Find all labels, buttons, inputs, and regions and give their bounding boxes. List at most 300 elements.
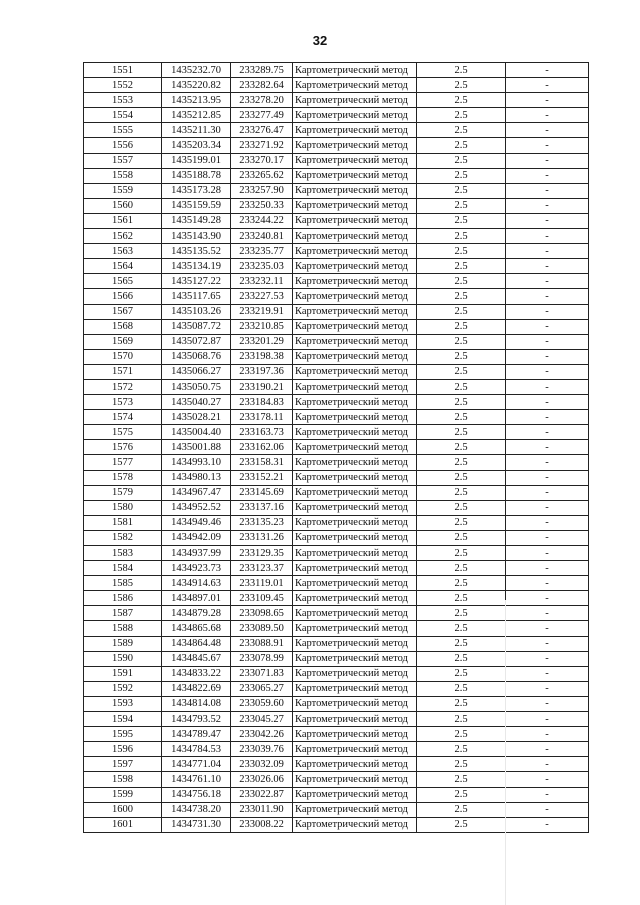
- point-number-cell: 1579: [84, 485, 162, 500]
- y-coordinate-cell: 233152.21: [231, 470, 293, 485]
- point-number-cell: 1558: [84, 168, 162, 183]
- y-coordinate-cell: 233135.23: [231, 515, 293, 530]
- accuracy-cell: 2.5: [417, 168, 506, 183]
- x-coordinate-cell: 1435117.65: [162, 289, 231, 304]
- x-coordinate-cell: 1434937.99: [162, 546, 231, 561]
- note-cell: -: [506, 681, 589, 696]
- method-cell: Картометрический метод: [293, 153, 417, 168]
- method-cell: Картометрический метод: [293, 63, 417, 78]
- table-row: [84, 636, 589, 651]
- y-coordinate-cell: 233011.90: [231, 802, 293, 817]
- accuracy-cell: 2.5: [417, 425, 506, 440]
- accuracy-cell: 2.5: [417, 78, 506, 93]
- point-number-cell: 1559: [84, 183, 162, 198]
- table-row: [84, 153, 589, 168]
- point-number-cell: 1578: [84, 470, 162, 485]
- table-row: [84, 244, 589, 259]
- note-cell: -: [506, 802, 589, 817]
- accuracy-cell: 2.5: [417, 470, 506, 485]
- note-cell: -: [506, 364, 589, 379]
- point-number-cell: 1600: [84, 802, 162, 817]
- y-coordinate-cell: 233032.09: [231, 757, 293, 772]
- y-coordinate-cell: 233190.21: [231, 379, 293, 394]
- table-row: [84, 274, 589, 289]
- y-coordinate-cell: 233197.36: [231, 364, 293, 379]
- x-coordinate-cell: 1434864.48: [162, 636, 231, 651]
- accuracy-cell: 2.5: [417, 304, 506, 319]
- point-number-cell: 1554: [84, 108, 162, 123]
- method-cell: Картометрический метод: [293, 561, 417, 576]
- note-cell: -: [506, 712, 589, 727]
- accuracy-cell: 2.5: [417, 395, 506, 410]
- note-cell: -: [506, 410, 589, 425]
- y-coordinate-cell: 233277.49: [231, 108, 293, 123]
- x-coordinate-cell: 1434845.67: [162, 651, 231, 666]
- point-number-cell: 1584: [84, 561, 162, 576]
- note-cell: -: [506, 395, 589, 410]
- table-row: [84, 78, 589, 93]
- y-coordinate-cell: 233278.20: [231, 93, 293, 108]
- x-coordinate-cell: 1435040.27: [162, 395, 231, 410]
- method-cell: Картометрический метод: [293, 138, 417, 153]
- method-cell: Картометрический метод: [293, 666, 417, 681]
- accuracy-cell: 2.5: [417, 727, 506, 742]
- note-cell: -: [506, 213, 589, 228]
- method-cell: Картометрический метод: [293, 259, 417, 274]
- point-number-cell: 1567: [84, 304, 162, 319]
- accuracy-cell: 2.5: [417, 561, 506, 576]
- method-cell: Картометрический метод: [293, 651, 417, 666]
- method-cell: Картометрический метод: [293, 168, 417, 183]
- table-row: [84, 681, 589, 696]
- note-cell: -: [506, 621, 589, 636]
- note-cell: -: [506, 259, 589, 274]
- y-coordinate-cell: 233008.22: [231, 817, 293, 832]
- y-coordinate-cell: 233162.06: [231, 440, 293, 455]
- note-cell: -: [506, 530, 589, 545]
- method-cell: Картометрический метод: [293, 319, 417, 334]
- method-cell: Картометрический метод: [293, 712, 417, 727]
- note-cell: -: [506, 168, 589, 183]
- note-cell: -: [506, 198, 589, 213]
- note-cell: -: [506, 787, 589, 802]
- method-cell: Картометрический метод: [293, 108, 417, 123]
- method-cell: Картометрический метод: [293, 198, 417, 213]
- note-cell: -: [506, 108, 589, 123]
- method-cell: Картометрический метод: [293, 93, 417, 108]
- point-number-cell: 1564: [84, 259, 162, 274]
- y-coordinate-cell: 233210.85: [231, 319, 293, 334]
- method-cell: Картометрический метод: [293, 817, 417, 832]
- y-coordinate-cell: 233201.29: [231, 334, 293, 349]
- accuracy-cell: 2.5: [417, 244, 506, 259]
- table-row: [84, 817, 589, 832]
- point-number-cell: 1594: [84, 712, 162, 727]
- table-row: [84, 289, 589, 304]
- accuracy-cell: 2.5: [417, 696, 506, 711]
- table-row: [84, 304, 589, 319]
- point-number-cell: 1585: [84, 576, 162, 591]
- note-cell: -: [506, 78, 589, 93]
- table-row: [84, 621, 589, 636]
- y-coordinate-cell: 233289.75: [231, 63, 293, 78]
- accuracy-cell: 2.5: [417, 606, 506, 621]
- point-number-cell: 1588: [84, 621, 162, 636]
- y-coordinate-cell: 233178.11: [231, 410, 293, 425]
- note-cell: -: [506, 772, 589, 787]
- x-coordinate-cell: 1434949.46: [162, 515, 231, 530]
- point-number-cell: 1571: [84, 364, 162, 379]
- x-coordinate-cell: 1435087.72: [162, 319, 231, 334]
- accuracy-cell: 2.5: [417, 546, 506, 561]
- point-number-cell: 1570: [84, 349, 162, 364]
- note-cell: -: [506, 651, 589, 666]
- table-row: [84, 183, 589, 198]
- point-number-cell: 1596: [84, 742, 162, 757]
- note-cell: -: [506, 349, 589, 364]
- accuracy-cell: 2.5: [417, 334, 506, 349]
- y-coordinate-cell: 233265.62: [231, 168, 293, 183]
- method-cell: Картометрический метод: [293, 229, 417, 244]
- method-cell: Картометрический метод: [293, 500, 417, 515]
- method-cell: Картометрический метод: [293, 425, 417, 440]
- table-row: [84, 742, 589, 757]
- table-row: [84, 123, 589, 138]
- point-number-cell: 1575: [84, 425, 162, 440]
- x-coordinate-cell: 1435135.52: [162, 244, 231, 259]
- x-coordinate-cell: 1435050.75: [162, 379, 231, 394]
- note-cell: -: [506, 379, 589, 394]
- accuracy-cell: 2.5: [417, 289, 506, 304]
- method-cell: Картометрический метод: [293, 757, 417, 772]
- table-row: [84, 259, 589, 274]
- table-row: [84, 455, 589, 470]
- table-row: [84, 757, 589, 772]
- x-coordinate-cell: 1435173.28: [162, 183, 231, 198]
- table-row: [84, 108, 589, 123]
- y-coordinate-cell: 233232.11: [231, 274, 293, 289]
- method-cell: Картометрический метод: [293, 123, 417, 138]
- accuracy-cell: 2.5: [417, 259, 506, 274]
- note-cell: -: [506, 229, 589, 244]
- point-number-cell: 1595: [84, 727, 162, 742]
- table-row: [84, 712, 589, 727]
- table-row: [84, 349, 589, 364]
- page-number: 32: [312, 33, 328, 48]
- y-coordinate-cell: 233271.92: [231, 138, 293, 153]
- method-cell: Картометрический метод: [293, 334, 417, 349]
- table-row: [84, 138, 589, 153]
- table-row: [84, 379, 589, 394]
- method-cell: Картометрический метод: [293, 546, 417, 561]
- table-row: [84, 425, 589, 440]
- method-cell: Картометрический метод: [293, 379, 417, 394]
- point-number-cell: 1560: [84, 198, 162, 213]
- x-coordinate-cell: 1435072.87: [162, 334, 231, 349]
- method-cell: Картометрический метод: [293, 440, 417, 455]
- table-row: [84, 727, 589, 742]
- y-coordinate-cell: 233250.33: [231, 198, 293, 213]
- y-coordinate-cell: 233129.35: [231, 546, 293, 561]
- accuracy-cell: 2.5: [417, 530, 506, 545]
- note-cell: -: [506, 183, 589, 198]
- method-cell: Картометрический метод: [293, 591, 417, 606]
- y-coordinate-cell: 233198.38: [231, 349, 293, 364]
- point-number-cell: 1593: [84, 696, 162, 711]
- table-row: [84, 440, 589, 455]
- accuracy-cell: 2.5: [417, 108, 506, 123]
- point-number-cell: 1592: [84, 681, 162, 696]
- y-coordinate-cell: 233235.77: [231, 244, 293, 259]
- point-number-cell: 1553: [84, 93, 162, 108]
- method-cell: Картометрический метод: [293, 606, 417, 621]
- x-coordinate-cell: 1435199.01: [162, 153, 231, 168]
- x-coordinate-cell: 1435212.85: [162, 108, 231, 123]
- method-cell: Картометрический метод: [293, 183, 417, 198]
- accuracy-cell: 2.5: [417, 198, 506, 213]
- point-number-cell: 1580: [84, 500, 162, 515]
- note-cell: -: [506, 636, 589, 651]
- accuracy-cell: 2.5: [417, 500, 506, 515]
- x-coordinate-cell: 1434771.04: [162, 757, 231, 772]
- y-coordinate-cell: 233145.69: [231, 485, 293, 500]
- method-cell: Картометрический метод: [293, 470, 417, 485]
- x-coordinate-cell: 1435134.19: [162, 259, 231, 274]
- note-cell: -: [506, 606, 589, 621]
- x-coordinate-cell: 1435001.88: [162, 440, 231, 455]
- point-number-cell: 1577: [84, 455, 162, 470]
- x-coordinate-cell: 1434814.08: [162, 696, 231, 711]
- x-coordinate-cell: 1434993.10: [162, 455, 231, 470]
- x-coordinate-cell: 1434897.01: [162, 591, 231, 606]
- coordinates-table: [83, 62, 589, 833]
- y-coordinate-cell: 233184.83: [231, 395, 293, 410]
- y-coordinate-cell: 233026.06: [231, 772, 293, 787]
- accuracy-cell: 2.5: [417, 213, 506, 228]
- table-row: [84, 802, 589, 817]
- y-coordinate-cell: 233282.64: [231, 78, 293, 93]
- note-cell: -: [506, 515, 589, 530]
- x-coordinate-cell: 1434761.10: [162, 772, 231, 787]
- x-coordinate-cell: 1434789.47: [162, 727, 231, 742]
- method-cell: Картометрический метод: [293, 349, 417, 364]
- note-cell: -: [506, 244, 589, 259]
- x-coordinate-cell: 1434756.18: [162, 787, 231, 802]
- accuracy-cell: 2.5: [417, 274, 506, 289]
- method-cell: Картометрический метод: [293, 742, 417, 757]
- table-row: [84, 229, 589, 244]
- note-cell: -: [506, 757, 589, 772]
- table-row: [84, 772, 589, 787]
- table-row: [84, 410, 589, 425]
- note-cell: -: [506, 500, 589, 515]
- method-cell: Картометрический метод: [293, 727, 417, 742]
- x-coordinate-cell: 1434738.20: [162, 802, 231, 817]
- point-number-cell: 1552: [84, 78, 162, 93]
- point-number-cell: 1557: [84, 153, 162, 168]
- point-number-cell: 1590: [84, 651, 162, 666]
- table-row: [84, 787, 589, 802]
- x-coordinate-cell: 1434967.47: [162, 485, 231, 500]
- point-number-cell: 1551: [84, 63, 162, 78]
- x-coordinate-cell: 1434833.22: [162, 666, 231, 681]
- x-coordinate-cell: 1435103.26: [162, 304, 231, 319]
- note-cell: -: [506, 138, 589, 153]
- note-cell: -: [506, 440, 589, 455]
- method-cell: Картометрический метод: [293, 802, 417, 817]
- x-coordinate-cell: 1434942.09: [162, 530, 231, 545]
- accuracy-cell: 2.5: [417, 651, 506, 666]
- table-row: [84, 561, 589, 576]
- point-number-cell: 1573: [84, 395, 162, 410]
- x-coordinate-cell: 1434914.63: [162, 576, 231, 591]
- note-cell: -: [506, 123, 589, 138]
- accuracy-cell: 2.5: [417, 440, 506, 455]
- x-coordinate-cell: 1435203.34: [162, 138, 231, 153]
- point-number-cell: 1561: [84, 213, 162, 228]
- note-cell: -: [506, 817, 589, 832]
- y-coordinate-cell: 233240.81: [231, 229, 293, 244]
- x-coordinate-cell: 1435220.82: [162, 78, 231, 93]
- note-cell: -: [506, 304, 589, 319]
- point-number-cell: 1601: [84, 817, 162, 832]
- point-number-cell: 1583: [84, 546, 162, 561]
- y-coordinate-cell: 233219.91: [231, 304, 293, 319]
- table-row: [84, 666, 589, 681]
- accuracy-cell: 2.5: [417, 712, 506, 727]
- table-row: [84, 485, 589, 500]
- note-cell: -: [506, 153, 589, 168]
- point-number-cell: 1576: [84, 440, 162, 455]
- y-coordinate-cell: 233257.90: [231, 183, 293, 198]
- x-coordinate-cell: 1434923.73: [162, 561, 231, 576]
- point-number-cell: 1582: [84, 530, 162, 545]
- table-row: [84, 500, 589, 515]
- accuracy-cell: 2.5: [417, 379, 506, 394]
- method-cell: Картометрический метод: [293, 289, 417, 304]
- note-cell: -: [506, 334, 589, 349]
- method-cell: Картометрический метод: [293, 410, 417, 425]
- table-row: [84, 515, 589, 530]
- method-cell: Картометрический метод: [293, 364, 417, 379]
- accuracy-cell: 2.5: [417, 229, 506, 244]
- table-row: [84, 334, 589, 349]
- note-cell: -: [506, 727, 589, 742]
- table-row: [84, 93, 589, 108]
- table-row: [84, 168, 589, 183]
- table-row: [84, 530, 589, 545]
- point-number-cell: 1591: [84, 666, 162, 681]
- x-coordinate-cell: 1434731.30: [162, 817, 231, 832]
- accuracy-cell: 2.5: [417, 576, 506, 591]
- method-cell: Картометрический метод: [293, 681, 417, 696]
- x-coordinate-cell: 1435159.59: [162, 198, 231, 213]
- accuracy-cell: 2.5: [417, 123, 506, 138]
- y-coordinate-cell: 233109.45: [231, 591, 293, 606]
- point-number-cell: 1587: [84, 606, 162, 621]
- y-coordinate-cell: 233123.37: [231, 561, 293, 576]
- method-cell: Картометрический метод: [293, 636, 417, 651]
- note-cell: -: [506, 591, 589, 606]
- note-cell: -: [506, 696, 589, 711]
- accuracy-cell: 2.5: [417, 138, 506, 153]
- x-coordinate-cell: 1435143.90: [162, 229, 231, 244]
- y-coordinate-cell: 233131.26: [231, 530, 293, 545]
- method-cell: Картометрический метод: [293, 244, 417, 259]
- accuracy-cell: 2.5: [417, 772, 506, 787]
- note-cell: -: [506, 561, 589, 576]
- point-number-cell: 1568: [84, 319, 162, 334]
- point-number-cell: 1566: [84, 289, 162, 304]
- note-cell: -: [506, 666, 589, 681]
- y-coordinate-cell: 233042.26: [231, 727, 293, 742]
- x-coordinate-cell: 1435028.21: [162, 410, 231, 425]
- x-coordinate-cell: 1434952.52: [162, 500, 231, 515]
- point-number-cell: 1597: [84, 757, 162, 772]
- note-cell: -: [506, 319, 589, 334]
- note-cell: -: [506, 470, 589, 485]
- table-row: [84, 364, 589, 379]
- table-row: [84, 591, 589, 606]
- accuracy-cell: 2.5: [417, 63, 506, 78]
- accuracy-cell: 2.5: [417, 621, 506, 636]
- accuracy-cell: 2.5: [417, 591, 506, 606]
- accuracy-cell: 2.5: [417, 742, 506, 757]
- method-cell: Картометрический метод: [293, 274, 417, 289]
- y-coordinate-cell: 233045.27: [231, 712, 293, 727]
- method-cell: Картометрический метод: [293, 455, 417, 470]
- method-cell: Картометрический метод: [293, 696, 417, 711]
- accuracy-cell: 2.5: [417, 410, 506, 425]
- note-cell: -: [506, 742, 589, 757]
- x-coordinate-cell: 1434879.28: [162, 606, 231, 621]
- point-number-cell: 1562: [84, 229, 162, 244]
- accuracy-cell: 2.5: [417, 183, 506, 198]
- y-coordinate-cell: 233039.76: [231, 742, 293, 757]
- point-number-cell: 1598: [84, 772, 162, 787]
- accuracy-cell: 2.5: [417, 666, 506, 681]
- x-coordinate-cell: 1435068.76: [162, 349, 231, 364]
- y-coordinate-cell: 233059.60: [231, 696, 293, 711]
- method-cell: Картометрический метод: [293, 213, 417, 228]
- method-cell: Картометрический метод: [293, 485, 417, 500]
- accuracy-cell: 2.5: [417, 802, 506, 817]
- table-row: [84, 651, 589, 666]
- x-coordinate-cell: 1435211.30: [162, 123, 231, 138]
- point-number-cell: 1589: [84, 636, 162, 651]
- page-fold-line: [505, 600, 506, 905]
- y-coordinate-cell: 233137.16: [231, 500, 293, 515]
- x-coordinate-cell: 1435066.27: [162, 364, 231, 379]
- table-row: [84, 696, 589, 711]
- accuracy-cell: 2.5: [417, 364, 506, 379]
- table-row: [84, 63, 589, 78]
- accuracy-cell: 2.5: [417, 153, 506, 168]
- point-number-cell: 1586: [84, 591, 162, 606]
- accuracy-cell: 2.5: [417, 757, 506, 772]
- y-coordinate-cell: 233089.50: [231, 621, 293, 636]
- note-cell: -: [506, 485, 589, 500]
- x-coordinate-cell: 1435232.70: [162, 63, 231, 78]
- x-coordinate-cell: 1435127.22: [162, 274, 231, 289]
- method-cell: Картометрический метод: [293, 621, 417, 636]
- method-cell: Картометрический метод: [293, 515, 417, 530]
- x-coordinate-cell: 1435004.40: [162, 425, 231, 440]
- note-cell: -: [506, 576, 589, 591]
- point-number-cell: 1555: [84, 123, 162, 138]
- note-cell: -: [506, 546, 589, 561]
- y-coordinate-cell: 233244.22: [231, 213, 293, 228]
